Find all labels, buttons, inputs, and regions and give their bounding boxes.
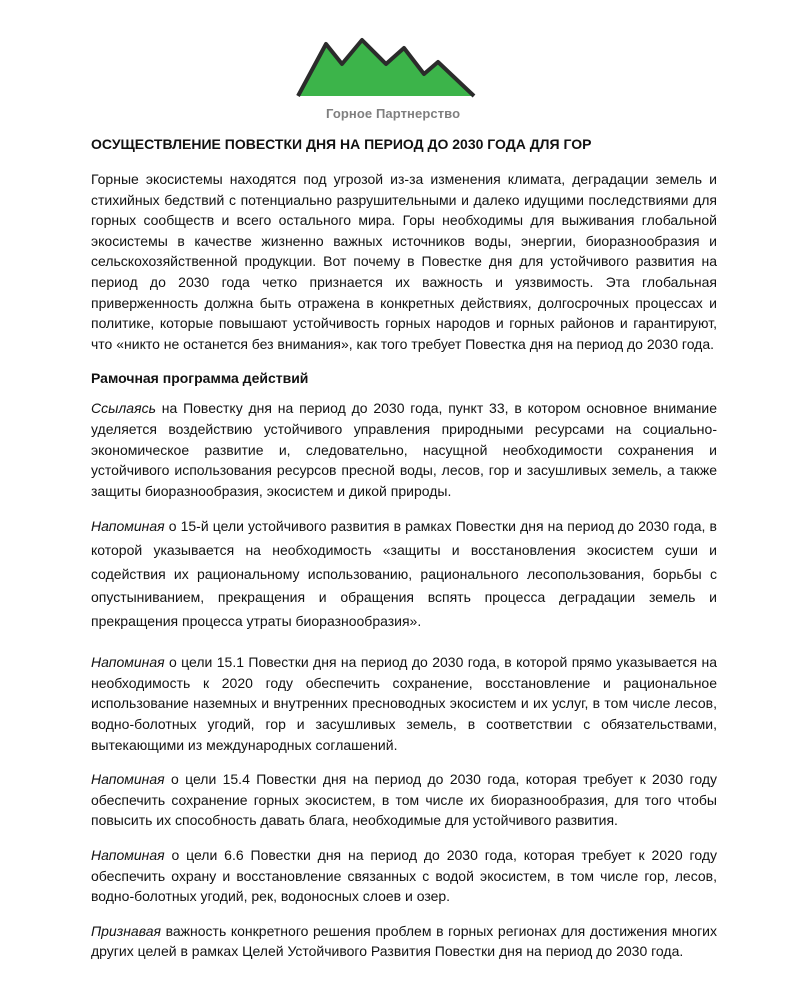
section-title: Рамочная программа действий	[91, 370, 309, 387]
paragraph-lead: Напоминая	[91, 847, 165, 864]
document-title: ОСУЩЕСТВЛЕНИЕ ПОВЕСТКИ ДНЯ НА ПЕРИОД ДО 2030 ГОДА ДЛЯ ГОР	[91, 136, 592, 152]
intro-paragraph: Горные экосистемы находятся под угрозой из-за изменения климата, деградации земель и стихийных бедствий с потенциально разрушительными и далеко идущими последствиями для горных сообществ и всего остального мира. Горы необходимы для выживания глобальной экосистемы в качестве жизненно важных источников воды, энергии, биоразнообразия и сельскохозяйственной продукции. Вот почему в Повестке дня для устойчивого развития на период до 2030 года четко признается их важность и уязвимость. Эта глобальная приверженность должна быть отражена в конкретных действиях, долгосрочных процессах и политике, которые повышают устойчивость горных народов и горных районов и гарантируют, что «никто не останется без внимания», как того требует Повестка дня на период до 2030 года.	[91, 171, 717, 352]
paragraph-lead: Признавая	[91, 922, 161, 939]
paragraph-lead: Напоминая	[91, 654, 165, 671]
paragraph-text: о цели 6.6 Повестки дня на период до 2030 года, которая требует к 2020 году обеспечить охрану и восстановление связанных с водой экосистем, в том числе гор, лесов, водно-болотных угодий, рек, водоносных слоев и озер.	[91, 847, 717, 905]
paragraph-recognizing	[91, 921, 717, 962]
paragraph-lead: Ссылаясь	[91, 400, 156, 417]
paragraph-text: на Повестку дня на период до 2030 года, пункт 33, в котором основное внимание уделяется воздействию устойчивого управления природными ресурсами на социально-экономическое развитие и, следовательно, насущной необходимости сохранения и устойчивого использования ресурсов пресной воды, лесов, гор и засушливых земель, а также защиты биоразнообразия, экосистем и дикой природы.	[91, 400, 717, 499]
paragraph-text: о цели 15.4 Повестки дня на период до 2030 года, которая требует к 2030 году обеспечить сохранение горных экосистем, в том числе их биоразнообразия, для того чтобы повысить их способность давать блага, необходимые для устойчивого развития.	[91, 771, 717, 829]
paragraph-goal-15	[91, 515, 717, 633]
paragraph-text: важность конкретного решения проблем в горных регионах для достижения многих других целей в рамках Целей Устойчивого Развития Повестки дня на период до 2030 года.	[91, 922, 717, 960]
paragraph-lead: Напоминая	[91, 771, 165, 788]
document-body	[91, 134, 717, 976]
paragraph-referencing	[91, 398, 717, 501]
paragraph-lead: Напоминая	[91, 518, 165, 535]
mountains-icon	[290, 34, 520, 106]
logo-text: Горное Партнерство	[326, 106, 461, 121]
mountain-partnership-logo	[290, 34, 520, 130]
paragraph-target-15-1	[91, 652, 717, 755]
paragraph-target-15-4	[91, 769, 717, 831]
paragraph-text: о цели 15.1 Повестки дня на период до 2030 года, в которой прямо указывается на необходимость к 2020 году обеспечить сохранение, восстановление и рациональное использование наземных и внутренних пресноводных экосистем и их услуг, в том числе лесов, водно-болотных угодий, гор и засушливых земель, в соответствии с обязательствами, вытекающими из международных соглашений.	[91, 654, 717, 753]
paragraph-target-6-6	[91, 845, 717, 907]
paragraph-text: о 15-й цели устойчивого развития в рамках Повестки дня на период до 2030 года, в которой указывается на необходимость «защиты и восстановления экосистем суши и содействия их рациональному использованию, рационального лесопользования, борьбы с опустыниванием, прекращения и обращения вспять процесса деградации земель и прекращения процесса утраты биоразнообразия».	[91, 518, 717, 629]
